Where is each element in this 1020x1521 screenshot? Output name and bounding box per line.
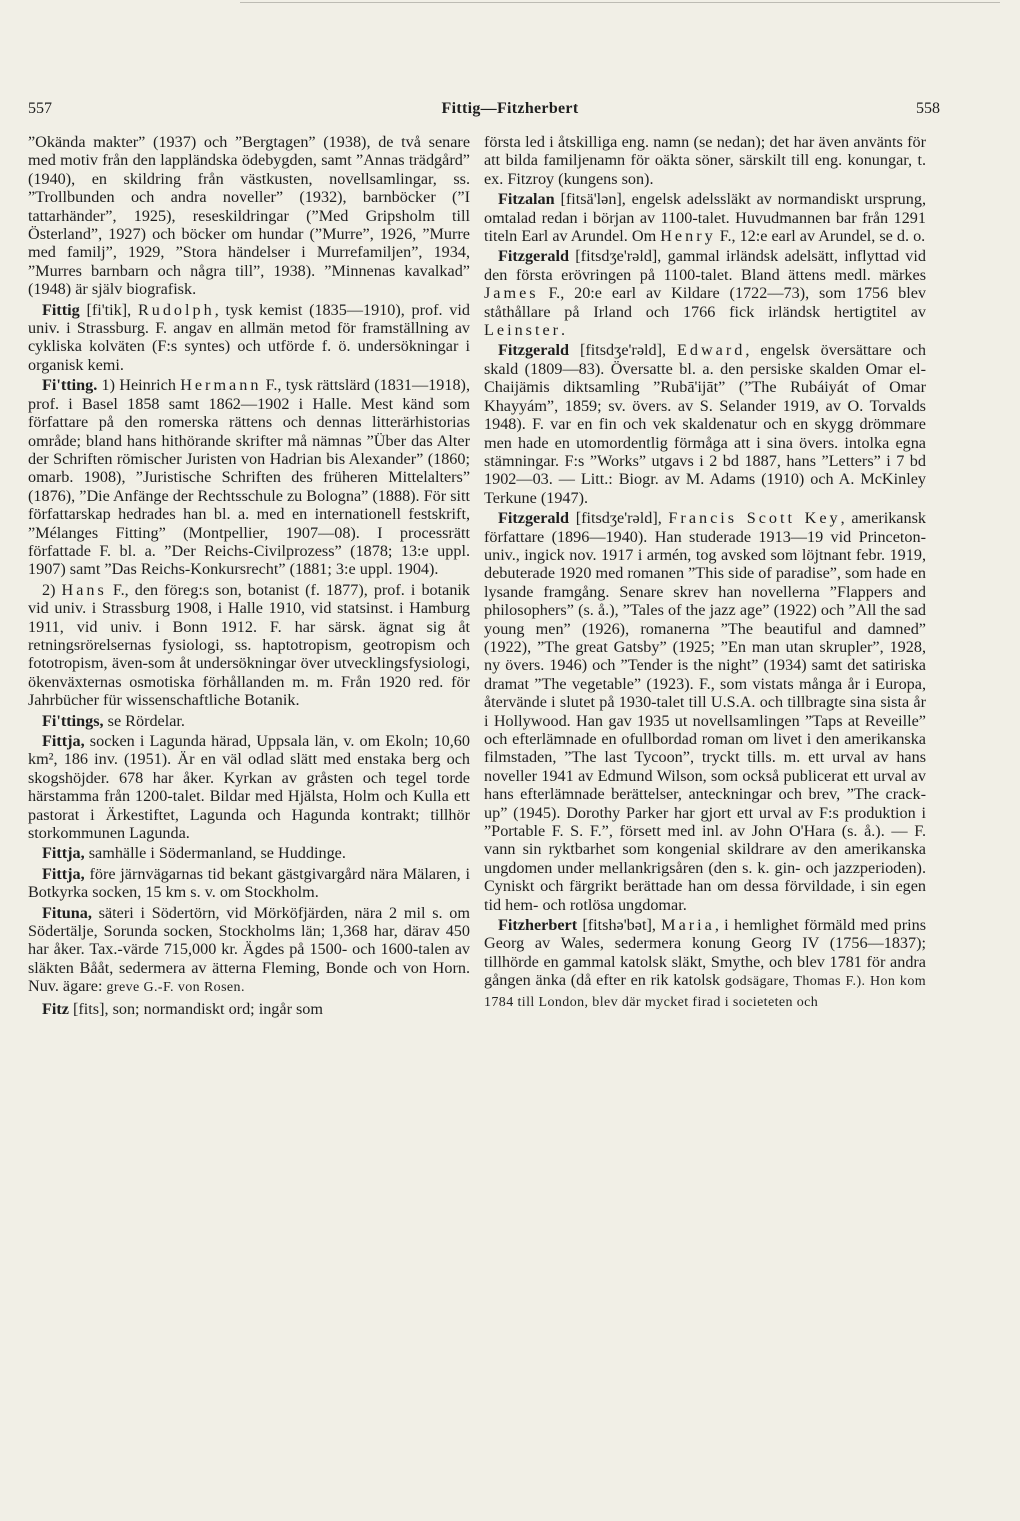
entry-text: , engelsk översättare och skald (1809—83). Översatte bl. a. den persiske skalden Omar el-Chaijämis diktsamling ”Rubā'ijāt” (”The Rubáiyát of Omar Khayyám”, 1859; sv. övers. av S. Selander 1919, av O. Torvalds 1948). F. var en fin och vek skaldenatur och en skygg drömmare men hade en utomordentlig förmåga att i sina övers. intolka egna stämningar. F:s ”Works” utgavs i 2 bd 1887, hans ”Letters” i 7 bd 1902—03. — Litt.: Biogr. av M. Adams (1910) och A. McKinley Terkune (1947). (484, 341, 926, 507)
entry-text: , amerikansk författare (1896—1940). Han studerade 1913—19 vid Princeton-univ., ingick nov. 1917 i armén, tog avsked som löjtnant febr. 1919, debuterade 1920 med romanen ”This side of paradise”, som hade en lysande framgång. Senare skrev han novellerna ”Flappers and philosophers” (s. å.), ”Tales of the jazz age” (1922) och ”All the sad young men” (1926), romanerna ”The beautiful and damned” (1922), ”The great Gatsby” (1925; ”En man utan skrupler”, 1928, ny övers. 1946) och ”Tender is the night” (1934) samt det satiriska dramat ”The vegetable” (1923). F., som vistats många år i Europa, återvände i slutet på 1930-talet till U.S.A. och tillbragte sina sista år i Hollywood. Han gav 1935 ut novellsamlingen ”Taps at Reveille” och efterlämnade en ofullbordad roman om livet i den amerikanska filmstaden, ”The last Tycoon”, tryckt tills. m. ett urval av hans noveller 1941 av Edmund Wilson, som också publicerat ett urval av hans efterlämnade berättelser, anteckningar och brev, ”The crack-up” (1945). Dorothy Parker har gjort ett urval av F:s produktion i ”Portable F. S. F.”, försett med inl. av John O'Hara (s. å.). — F. vann sin ryktbarhet som kongenial skildrare av den amerikanska ungdomen under mellankrigsåren (den s. k. gin- och jazzperioden). Cyniskt och färgrikt berättade han om dessa förvildade, i sin egen tid hem- och rotlösa ungdomar. (484, 509, 926, 914)
person-name: Maria (661, 916, 715, 935)
person-name: Hermann (180, 376, 262, 395)
page-number-right: 558 (916, 100, 940, 117)
title-name: Leinster (484, 321, 562, 340)
person-name: Rudolph (137, 300, 215, 319)
entry-fittja-samhalle (28, 844, 470, 862)
entry-text: . (561, 321, 566, 340)
entry-prefix: 1) Heinrich (97, 376, 181, 395)
entry-fitting-hermann (28, 376, 470, 578)
headword: Fitzalan (498, 190, 555, 209)
pronunciation: [fi'tik], (79, 300, 138, 319)
headword: Fituna, (42, 903, 92, 922)
left-column (28, 133, 470, 1020)
entry-prefix: [fitsdʒe'rəld], gammal irländsk adelsätt, inflyttad vid den första erövringen på 1100-talet. Bland ättens medl. märkes (484, 247, 926, 284)
continued-entry-text: första led i åtskilliga eng. namn (se nedan); det har även använts för att bilda familjenamn för oäkta söner, särskilt till eng. konungar, t. ex. Fitzroy (kungens son). (484, 133, 926, 188)
entry-prefix: [fitsdʒe'rəld], (569, 341, 677, 360)
entry-fittja-gastgivargard (28, 865, 470, 902)
headword: Fitzgerald (498, 247, 570, 266)
person-name: Henry (660, 227, 716, 246)
entry-text: , i hemlighet förmäld med prins Georg av Wales, sedermera konung Georg IV (1756—1837); tillhörde en gammal katolsk släkt, Smythe, och blev 1781 för andra gången änka (då efter en rik katolsk (484, 916, 927, 990)
person-name: James (484, 284, 539, 303)
entry-prefix: [fitshə'bət], (577, 916, 662, 935)
headword: Fittja, (42, 732, 85, 750)
person-name: Edward (676, 341, 746, 360)
entry-text-middle: F., 20:e earl av Kildare (1722—73), som 1756 blev ståthållare på Irland och 1766 fick irländsk hertigtitel av (484, 284, 926, 321)
entry-fitz (28, 1000, 470, 1018)
entry-text: F., tysk rättslärd (1831—1918), prof. i Basel 1858 samt 1862—1902 i Halle. Mest känd som författare på den romerska rättens och dennas litterärhistorias område; bland hans hithörande skrifter må nämnas ”Über das Alter der Schriften römischer Juristen von Hadrian bis Alexander” (1860; omarb. 1908), ”Juristische Schriften des früheren Mittelalters” (1876), ”Die Anfänge der Rechtsschule zu Bologna” (1888). För sitt författarskap hedrades han bl. a. med en internationell festskrift, ”Mélanges Fitting” (Montpellier, 1907—08). I processrätt författade F. bl. a. ”Der Reichs-Civilprozess” (1878; 13:e uppl. 1907) samt ”Das Reichs-Konkursrecht” (1881; 3:e uppl. 1904). (28, 376, 470, 579)
entry-fitzgerald-edward (484, 341, 926, 507)
headword: Fittja, (42, 844, 85, 863)
entry-text: före järnvägarnas tid bekant gästgivargård nära Mälaren, i Botkyrka socken, 15 km s. v. om Stockholm. (28, 864, 470, 902)
headword: Fitzgerald (498, 509, 570, 528)
top-edge-rule (240, 2, 1000, 3)
headword: Fitz (42, 999, 69, 1018)
person-name: Hans (61, 580, 107, 599)
entry-text: F., 12:e earl av Arundel, se d. o. (715, 227, 926, 246)
entry-prefix: 2) (42, 580, 62, 599)
running-title: Fittig—Fitzherbert (441, 100, 579, 117)
entry-fitting-hans (28, 581, 470, 710)
entry-fitzalan (484, 190, 926, 245)
entry-text: se Rördelar. (103, 711, 185, 730)
entry-fitzherbert (484, 916, 926, 1012)
headword: Fitzherbert (498, 916, 578, 935)
page-header (0, 100, 1020, 124)
entry-text: , tysk kemist (1835—1910), prof. vid univ. i Strassburg. F. angav en allmän metod för framställning av cykliska kolväten (F:s syntes) och utförde f. ö. undersökningar i organisk kemi. (28, 300, 470, 374)
entry-text: säteri i Södertörn, vid Mörköfjärden, nära 2 mil s. om Södertälje, Sorunda socken, Stockholms län; 1,368 har, därav 450 har åker. Tax.-värde 715,000 kr. Ägdes på 1500- och 1600-talen av släkten Bååt, sedermera av ätterna Fleming, Bonde och von Horn. Nuv. ägare: (28, 903, 470, 996)
right-column (484, 133, 926, 1014)
headword: Fittja, (42, 864, 85, 883)
entry-fitzgerald-family (484, 247, 926, 339)
entry-fitzgerald-francis-scott-key (484, 509, 926, 914)
headword: Fi'tting. (42, 376, 98, 395)
entry-text: socken i Lagunda härad, Uppsala län, v. om Ekoln; 10,60 km², 186 inv. (1951). Är en väl odlad slätt med enstaka berg och skogshöjder. 678 har åker. Kyrkan av gråsten och tegel torde härstamma från 1200-talet. Bildar med Hjälsta, Holm och Kulla ett pastorat i Ärkestiftet, Lagunda och Hagunda kontrakt; tillhör storkommunen Lagunda. (28, 732, 470, 843)
entry-text: F., den föreg:s son, botanist (f. 1877), prof. i botanik vid univ. i Strassburg 1908, i Halle 1910, vid statsinst. i Hamburg 1911, vid univ. i Bonn 1912. F. har särsk. ägnat sig åt retningsrörelsernas fysiologi, ss. haptotropism, geotropism och fototropism, även-som åt undersökningar över utvecklingsfysiologi, ökenväxternas osmotiska förhållanden m. m. Från 1920 red. för Jahrbücher für wissenschaftliche Botanik. (28, 580, 471, 710)
page-number-left: 557 (28, 100, 52, 117)
headword: Fitzgerald (498, 341, 570, 360)
person-name: Francis Scott Key (668, 509, 841, 528)
entry-fittig-rudolph (28, 301, 470, 375)
entry-prefix: [fitsdʒe'rəld], (569, 509, 669, 528)
entry-fittja-socken (28, 732, 470, 842)
entry-text: [fits], son; normandiskt ord; ingår som (68, 999, 323, 1018)
continued-entry-text: ”Okända makter” (1937) och ”Bergtagen” (1938), de två senare med motiv från den lappländska ödebygden, samt ”Annas trädgård” (1940), en skildring från västkusten, novellsamlingar, ss. ”Trollbunden och andra noveller” (1932), barnböcker (”I tattarhänder”, 1925), reseskildringar (”Med Gripsholm till Österland”, 1927) och böcker om hundar (”Murre”, 1926, ”Murre med familj”, 1929, ”Stora händelser i Murrefamiljen”, 1934, ”Murres barnbarn och några till”, 1938). ”Minnenas kavalkad” (1948) är själv biografisk. (28, 133, 470, 299)
entry-prefix: [fitsä'lən], engelsk adelssläkt av normandiskt ursprung, omtalad redan i början av 1100-talet. Huvudmannen bar från 1291 titeln Earl av Arundel. Om (484, 190, 926, 246)
entry-fituna (28, 904, 470, 998)
headword: Fi'ttings, (42, 711, 104, 730)
entry-text: samhälle i Södermanland, se Huddinge. (84, 844, 346, 863)
entry-text-tail: godsägare, Thomas F.). Hon kom 1784 till London, blev där mycket firad i societeten och (484, 974, 927, 1010)
headword: Fittig (42, 300, 80, 319)
owner-name: greve G.-F. von Rosen. (106, 980, 245, 996)
entry-fittings (28, 712, 470, 730)
